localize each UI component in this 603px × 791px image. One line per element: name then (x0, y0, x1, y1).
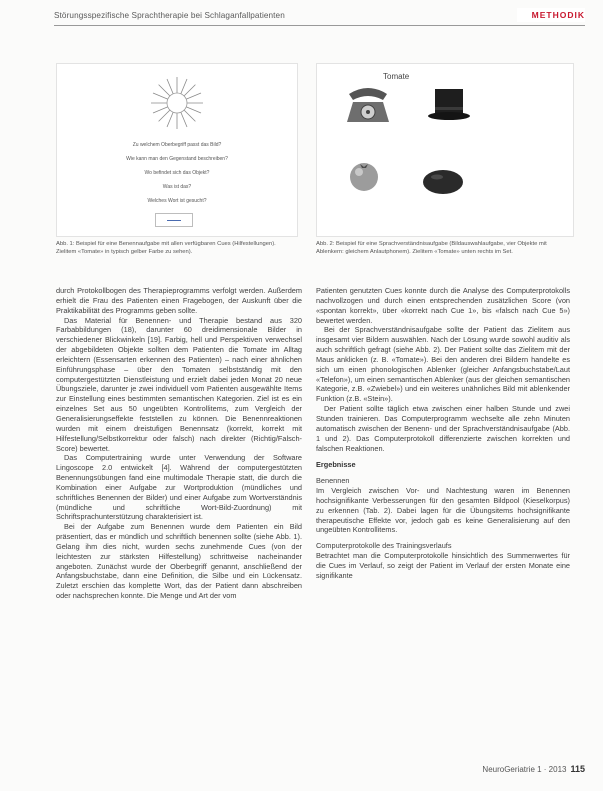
body-paragraph: Das Computertraining wurde unter Verwendung der Software Lingoscope 2.0 entwickelt [4]. Während der computergestützten Benennungsübungen fand eine multimodale Therapie statt, die durch die Kombination einer Aufgabe zur Wortproduktion (mündliches und schriftliches Benennen der Bilder) und einer Aufgabe zum Wortverständnis (mündliche und schriftliche Wort-Bild-Zuordnung) mit Schriftsprachunterstützung charakterisiert ist. (56, 453, 302, 522)
figure-naming-task (56, 63, 298, 237)
cue-line-2: Wie kann man den Gegenstand beschreiben? (126, 156, 228, 162)
subheading-protocols: Computerprotokolle des Trainingsverlaufs (316, 541, 452, 551)
cue-line-3: Wo befindet sich das Objekt? (144, 170, 210, 176)
page-number: 115 (570, 764, 585, 774)
running-head: Störungsspezifische Sprachtherapie bei Schlaganfallpatienten (54, 11, 285, 20)
figure1-caption: Abb. 1: Beispiel für eine Benennaufgabe mit allen verfügbaren Cues (Hilfestellungen). Zielitem «Tomate» in typisch gelber Farbe zu sehen). (56, 241, 276, 255)
body-paragraph: Bei der Aufgabe zum Benennen wurde dem Patienten ein Bild präsentiert, das er mündlich und schriftlich benennen sollte (siehe Abb. 1). Gelang ihm dies nicht, wurden sechs zunehmende Cues (von der leichtesten zur stärksten Hilfestellung) schrittweise nacheinander angeboten. Zunächst wurde der Oberbegriff genannt, anschließend der Anfangsbuchstabe, dann eine Definition, die Silbe und ein Lückensatz. Zuletzt erschien das komplette Wort, das der Patient dann abschreiben oder nachsprechen konnte. Die Menge und Art der vom (56, 522, 302, 601)
hat-image[interactable] (427, 86, 471, 122)
stone-image[interactable] (421, 168, 465, 196)
journal-name: NeuroGeriatrie 1 · 2013 (482, 765, 567, 774)
section-label: METHODIK (517, 8, 585, 22)
body-paragraph: Das Material für Benennen- und Therapie bestand aus 320 Farbabbildungen (18), darunter 60 dreidimensionale Bilder in verschiedener Blickwinkeln [19]. Farbig, hell und Perspektiven verwechsel der abgebildeten Objekte sollten dem Patienten die Tomate im Alltag erleichtern (Essensarten erkennen des Patienten) – nach einer ähnlichen Einführungsphase – über den Tomaten selbstständig mit den computergestützten Dienstleistung und erzielt dabei jeden Monat 20 neue Übungsziele, darunter je zwei individuell vom Patienten ausgewählte Items zur Einstellung eines bestimmten semantischen Kategorien. Ziel ist es ein einzelnes Set aus 50 ungeübten Kontrollitems, zum Vergleich der Generalisierungseffekte feststellen zu können. Die Benennreaktionen wurden mit einem dreistufigen Benennsatz (korrekt, korrekt mit Hilfestellung/Selbstkorrektur oder falsch) nach direkter (Richtig/Falsch-Score) bewertet. (56, 315, 302, 453)
section-heading: Ergebnisse (316, 460, 356, 470)
starburst-image (149, 75, 205, 131)
body-paragraph: Der Patient sollte täglich etwa zwischen einer halben Stunde und zwei Stunden trainieren. Das Computerprogramm wechselte alle zehn Minuten automatisch zwischen der Benenn- und der Sprachverständnisaufgabe (Abb. 1 und 2). Das Computerprotokoll differenzierte zwischen korrekten und falschen Reaktionen. (316, 404, 570, 453)
body-paragraph: Betrachtet man die Computerprotokolle hinsichtlich des Summenwertes für die Cues im Verlauf, so zeigt der Patient im Verlauf der ersten Monate eine signifikante (316, 551, 570, 580)
cue-line-4: Was ist das? (162, 184, 192, 190)
cue-line-1: Zu welchem Oberbegriff passt das Bild? (132, 142, 222, 148)
answer-input[interactable] (155, 213, 193, 227)
target-word: Tomate (383, 72, 410, 81)
tomato-image[interactable] (347, 160, 381, 192)
body-paragraph: Im Vergleich zwischen Vor- und Nachtestung waren im Benennen hochsignifikante Verbesserungen für den gesamten Bildpool (Kieselkorpus) zu erkennen (Tab. 2). Dabei lagen für die Übungsitems hochsignifikante therapeutische Effekte vor, jedoch gab es keine Generalisierung auf den ungeübten Kontrollitems. (316, 486, 570, 535)
page-footer (482, 764, 585, 774)
figure-comprehension-task (316, 63, 574, 237)
figure2-caption: Abb. 2: Beispiel für eine Sprachverständnisaufgabe (Bildauswahlaufgabe, vier Objekte mit Ablenkern: gleichem Anlautphonem). Zielitem «Tomate» unten rechts im Set. (316, 241, 547, 255)
telephone-image[interactable] (343, 84, 393, 126)
subheading-naming: Benennen (316, 476, 350, 486)
header-rule (54, 25, 585, 26)
body-paragraph: durch Protokollbogen des Therapieprogramms verfolgt werden. Außerdem erhielt die Frau des Patienten einen Fragebogen, der Auskunft über die Praktikabilität des Programms geben sollte. (56, 286, 302, 315)
body-paragraph: Patienten genutzten Cues konnte durch die Analyse des Computerprotokolls nachvollzogen und durch einen entsprechenden zusätzlichen Score (von «spontan korrekt», über «korrekt nach Cue 1», bis «falsch nach Cue 5») bewertet werden. (316, 286, 570, 325)
right-column (316, 286, 570, 581)
left-column (56, 286, 302, 601)
cue-line-5: Welches Wort ist gesucht? (147, 198, 207, 204)
body-paragraph: Bei der Sprachverständnisaufgabe sollte der Patient das Zielitem aus insgesamt vier Bildern auswählen. Nach der Lösung wurde sowohl auditiv als auch schriftlich gefragt (siehe Abb. 2). Der Patient sollte das Zielitem mit der Maus anklicken (z. B. «Tomate»). Bei den anderen drei Bildern handelte es sich um einen phonologischen Ablenker (gleicher Anfangsbuchstabe/Laut «Telefon»), um einen semantischen Ablenker (aus der gleichen semantischen Kategorie, z.B. «Zwiebel») und ein weiteres unähnliches Bild mit ablenkender Funktion (z.B. «Stein»). (316, 325, 570, 404)
